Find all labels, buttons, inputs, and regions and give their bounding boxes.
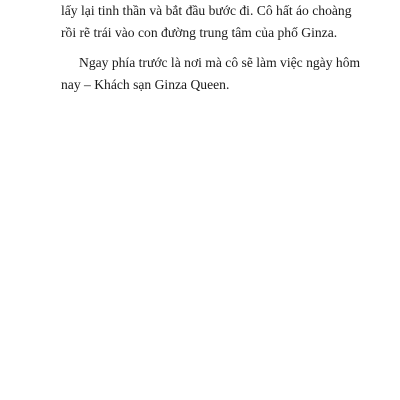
- paragraph: [61, 0, 351, 44]
- text-line: Ngay phía trước là nơi mà cô sẽ làm việc ngày hôm: [79, 55, 361, 70]
- body-text: [61, 0, 361, 96]
- text-line: nay – Khách sạn Ginza Queen.: [61, 77, 230, 92]
- text-line: rồi rẽ trái vào con đường trung tâm của phố Ginza.: [61, 25, 338, 40]
- paragraph-gap: [61, 44, 351, 52]
- text-line: lấy lại tinh thần và bắt đầu bước đi. Cô hất áo choàng: [61, 3, 352, 18]
- paragraph: [61, 52, 361, 96]
